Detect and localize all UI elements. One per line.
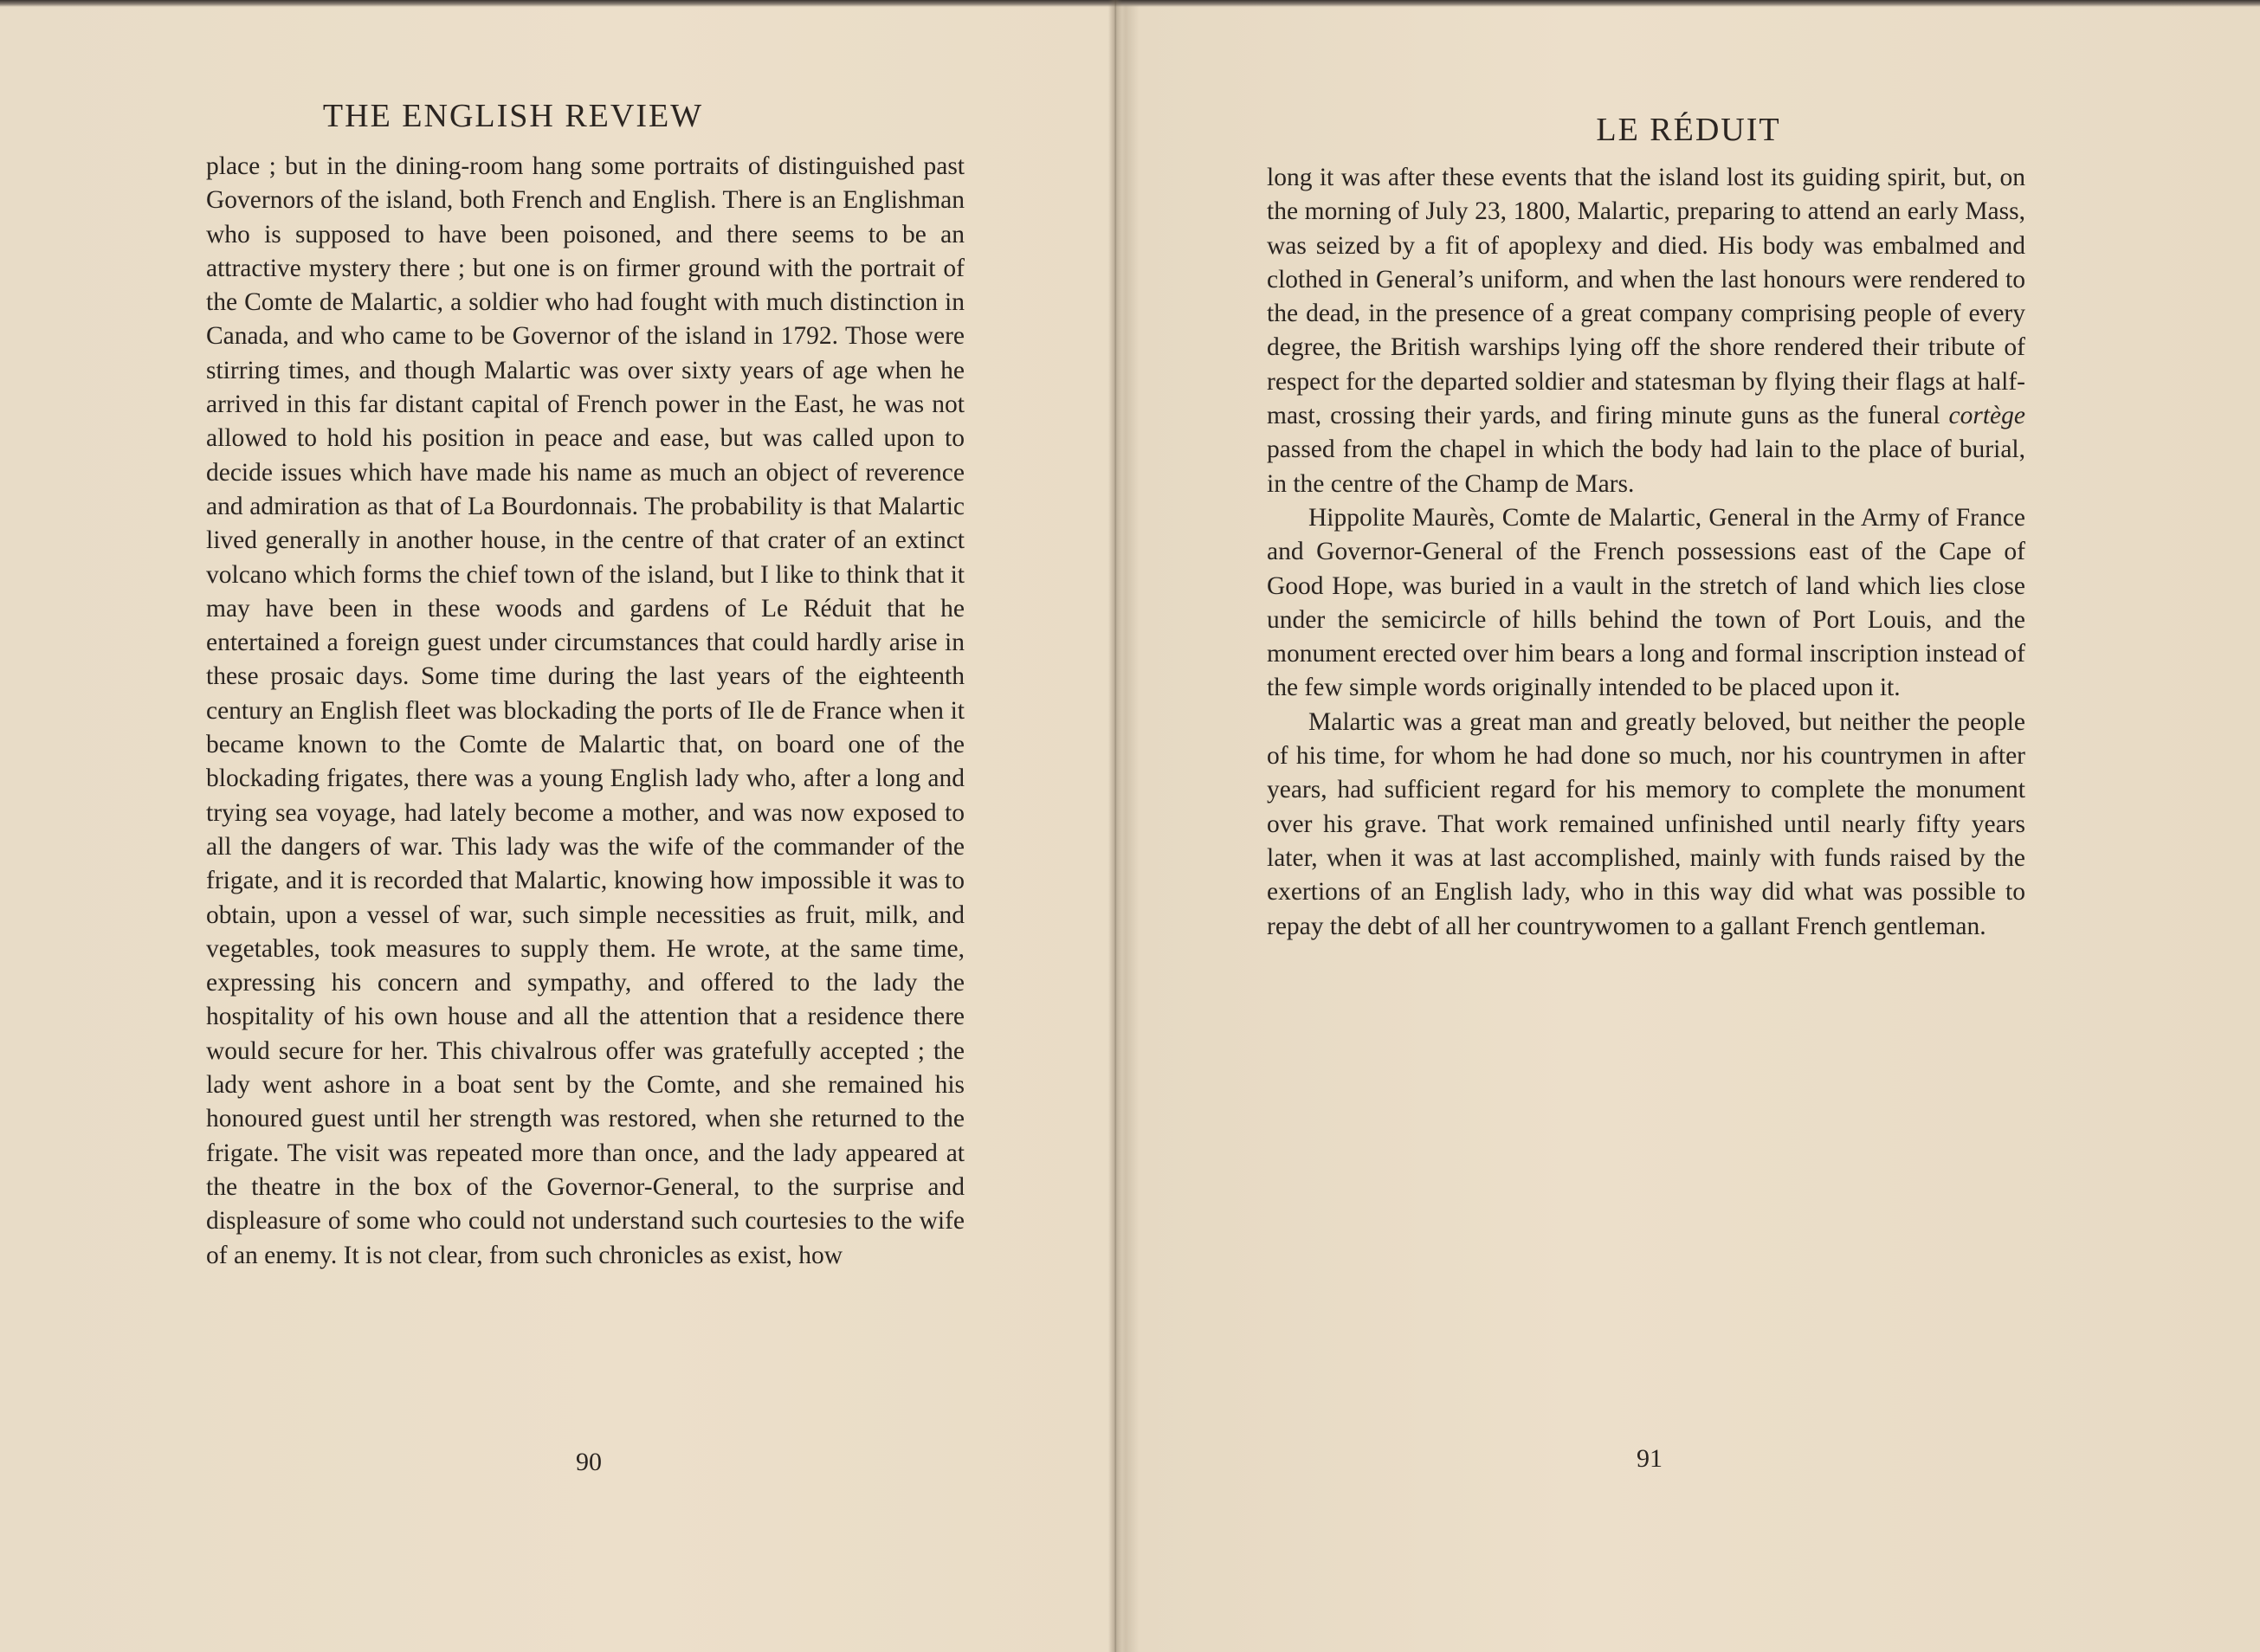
running-head-right: LE RÉDUIT <box>1596 112 1781 148</box>
page-number-right: 91 <box>1637 1444 1663 1473</box>
paragraph-text: long it was after these events that the island lost its guiding spirit, but, on the morning of July 23, 1800, Malartic, preparing to attend an early Mass, was seized by a fit of apoplexy and died. His body was embalmed and clothed in General’s uniform, and when the last honours were rendered to the dead, in the presence of a great company comprising people of every degree, the British warships lying off the shore rendered their tribute of respect for the departed soldier and statesman by flying their flags at half-mast, crossing their yards, and firing minute guns as the funeral <box>1267 164 2025 430</box>
right-page-paragraph-1 <box>1267 161 2025 501</box>
page-number-left: 90 <box>576 1448 602 1476</box>
right-page-body <box>1267 161 2025 944</box>
running-head-left: THE ENGLISH REVIEW <box>322 98 704 134</box>
left-page <box>0 0 1113 1652</box>
paragraph-text: passed from the chapel in which the body had lain to the place of burial, in the centre of the Champ de Mars. <box>1267 436 2025 498</box>
left-page-paragraph: place ; but in the dining-room hang some portraits of distinguished past Governors of the island, both French and English. There is an Englishman who is supposed to have been poisoned, and there seems to be an attractive mystery there ; but one is on firmer ground with the portrait of the Comte de Malartic, a soldier who had fought with much distinction in Canada, and who came to be Governor of the island in 1792. Those were stirring times, and though Malartic was over sixty years of age when he arrived in this far distant capital of French power in the East, he was not allowed to hold his position in peace and ease, but was called upon to decide issues which have made his name as much an object of reverence and admiration as that of La Bourdonnais. The probability is that Malartic lived generally in another house, in the centre of that crater of an extinct volcano which forms the chief town of the island, but I like to think that it may have been in these woods and gardens of Le Réduit that he entertained a foreign guest under circumstances that could hardly arise in these prosaic days. Some time during the last years of the eighteenth century an English fleet was blockading the ports of Ile de France when it became known to the Comte de Malartic that, on board one of the blockading frigates, there was a young English lady who, after a long and trying sea voyage, had lately become a mother, and was now exposed to all the dangers of war. This lady was the wife of the commander of the frigate, and it is recorded that Malartic, knowing how impossible it was to obtain, upon a vessel of war, such simple necessities as fruit, milk, and vegetables, took measures to supply them. He wrote, at the same time, expressing his concern and sympathy, and offered to the lady the hospitality of his own house and all the attention that a residence there would secure for her. This chivalrous offer was gratefully accepted ; the lady went ashore in a boat sent by the Comte, and she remained his honoured guest until her strength was restored, when she returned to the frigate. The visit was repeated more than once, and the lady appeared at the theatre in the box of the Governor-General, to the surprise and displeasure of some who could not understand such courtesies to the wife of an enemy. It is not clear, from such chronicles as exist, how <box>206 152 965 1269</box>
left-page-body <box>206 150 965 1273</box>
italic-word: cortège <box>1948 402 2025 430</box>
right-page-paragraph-2: Hippolite Maurès, Comte de Malartic, General in the Army of France and Governor-General of the French possessions east of the Cape of Good Hope, was buried in a vault in the stretch of land which lies close under the semicircle of hills behind the town of Port Louis, and the monument erected over him bears a long and formal inscription instead of the few simple words originally intended to be placed upon it. <box>1267 503 2025 702</box>
right-page <box>1121 0 2260 1652</box>
right-page-paragraph-3: Malartic was a great man and greatly beloved, but neither the people of his time, for whom he had done so much, nor his countrymen in after years, had sufficient regard for his memory to complete the monument over his grave. That work remained unfinished until nearly fifty years later, when it was at last accomplished, mainly with funds raised by the exertions of an English lady, who in this way did what was possible to repay the debt of all her countrywomen to a gallant French gentleman. <box>1267 707 2025 940</box>
